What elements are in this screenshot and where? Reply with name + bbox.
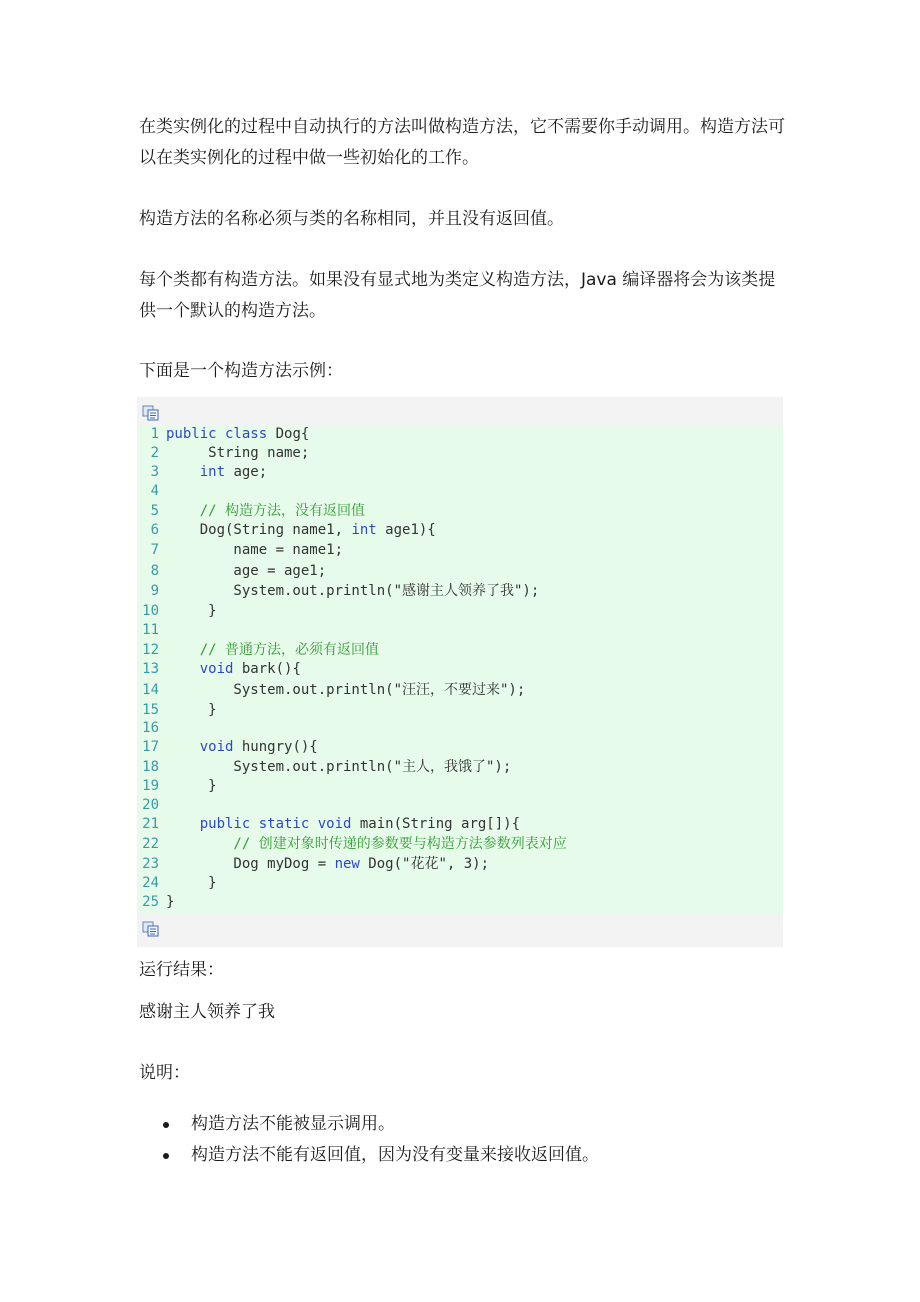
code-text [166, 893, 174, 912]
line-number: 22 [142, 836, 159, 852]
list-item [139, 1140, 789, 1171]
example-intro: 下面是一个构造方法示例： [139, 361, 343, 381]
code-keyword: public static void [199, 816, 352, 832]
code-line [137, 719, 783, 738]
line-number: 2 [150, 445, 159, 461]
code-token: } [166, 875, 217, 891]
note-text: 构造方法不能有返回值，因为没有变量来接收返回值。 [191, 1145, 599, 1165]
code-keyword: void [199, 661, 234, 677]
code-keyword: void [199, 739, 234, 755]
code-line [137, 562, 783, 581]
code-text [166, 562, 326, 581]
code-line [137, 582, 783, 601]
line-number: 10 [142, 603, 159, 619]
line-number: 8 [150, 563, 159, 579]
code-token: Dog myDog = [166, 856, 335, 872]
code-line [137, 738, 783, 757]
code-token: Dog{ [267, 426, 310, 442]
code-comment: // 构造方法，没有返回值 [166, 503, 366, 519]
naming-paragraph: 构造方法的名称必须与类的名称相同，并且没有返回值。 [139, 209, 564, 229]
notes-list [139, 1109, 789, 1171]
code-text [166, 701, 217, 720]
line-number: 6 [150, 522, 159, 538]
code-token: System.out.println("汪汪，不要过来"); [166, 682, 526, 698]
line-number: 5 [150, 503, 159, 519]
line-number: 11 [142, 622, 159, 638]
code-token: hungry(){ [233, 739, 318, 755]
code-line [137, 425, 783, 444]
code-text [166, 777, 217, 796]
code-comment: // 创建对象时传递的参数要与构造方法参数列表对应 [166, 836, 567, 852]
code-line [137, 602, 783, 621]
code-line [137, 641, 783, 660]
line-number: 25 [142, 894, 159, 910]
code-text [166, 582, 539, 601]
code-text [166, 425, 309, 444]
line-number: 14 [142, 682, 159, 698]
code-token: age1){ [376, 522, 436, 538]
line-number: 21 [142, 816, 159, 832]
copy-icon[interactable] [142, 921, 160, 937]
code-token: name = name1; [166, 542, 344, 558]
code-toolbar-bottom [137, 913, 783, 947]
bullet-icon [163, 1122, 169, 1128]
run-result-label: 运行结果： [139, 960, 224, 980]
code-text [166, 444, 309, 463]
line-number: 3 [150, 464, 159, 480]
code-text [166, 681, 525, 700]
line-number: 1 [150, 426, 159, 442]
code-token [166, 464, 200, 480]
code-line [137, 444, 783, 463]
line-number: 20 [142, 797, 159, 813]
code-text [166, 874, 217, 893]
code-text [166, 641, 379, 660]
code-line [137, 621, 783, 640]
code-text [166, 521, 436, 540]
code-keyword: int [199, 464, 226, 480]
code-token: } [166, 894, 175, 910]
code-keyword: int [351, 522, 377, 538]
intro-paragraph: 在类实例化的过程中自动执行的方法叫做构造方法，它不需要你手动调用。构造方法可以在类实例化的过程中做一些初始化的工作。 [139, 117, 785, 168]
code-comment: // 普通方法，必须有返回值 [166, 642, 380, 658]
code-line [137, 893, 783, 912]
code-line [137, 541, 783, 560]
code-text [166, 815, 520, 834]
code-token: Dog("花花", 3); [359, 856, 490, 872]
line-number: 13 [142, 661, 159, 677]
code-token: System.out.println("主人，我饿了"); [166, 759, 512, 775]
code-line [137, 796, 783, 815]
code-line [137, 463, 783, 482]
code-line [137, 874, 783, 893]
code-token [166, 661, 200, 677]
notes-label: 说明： [139, 1063, 190, 1083]
code-line [137, 855, 783, 874]
line-number: 15 [142, 702, 159, 718]
code-token: String name; [166, 445, 310, 461]
code-line [137, 758, 783, 777]
bullet-icon [163, 1153, 169, 1159]
code-token: bark(){ [233, 661, 301, 677]
line-number: 24 [142, 875, 159, 891]
code-line [137, 521, 783, 540]
line-number: 16 [142, 720, 159, 736]
run-result-output: 感谢主人领养了我 [139, 1002, 275, 1022]
code-line [137, 660, 783, 679]
code-text [166, 502, 365, 521]
code-line [137, 835, 783, 854]
line-number: 18 [142, 759, 159, 775]
code-line [137, 777, 783, 796]
code-text [166, 758, 511, 777]
code-token: } [166, 603, 217, 619]
code-line [137, 701, 783, 720]
code-line [137, 681, 783, 700]
line-number: 7 [150, 542, 159, 558]
code-token: main(String arg[]){ [351, 816, 521, 832]
code-line [137, 502, 783, 521]
copy-icon[interactable] [142, 405, 160, 421]
code-text [166, 541, 343, 560]
code-token [166, 739, 200, 755]
code-token: age; [225, 464, 268, 480]
line-number: 9 [150, 583, 159, 599]
code-block [137, 397, 783, 947]
code-keyword: public class [166, 426, 268, 442]
code-toolbar-top [137, 397, 783, 425]
line-number: 4 [150, 483, 159, 499]
code-text [166, 738, 318, 757]
code-keyword: new [334, 856, 360, 872]
code-token: age = age1; [166, 563, 327, 579]
code-token [166, 816, 200, 832]
code-text [166, 660, 301, 679]
code-text [166, 602, 217, 621]
default-constructor-paragraph: 每个类都有构造方法。如果没有显式地为类定义构造方法，Java 编译器将会为该类提供一个默认的构造方法。 [139, 270, 776, 321]
code-line [137, 815, 783, 834]
code-text [166, 835, 567, 854]
line-number: 23 [142, 856, 159, 872]
code-line [137, 482, 783, 501]
line-number: 17 [142, 739, 159, 755]
code-text [166, 855, 489, 874]
code-text [166, 463, 267, 482]
code-token: System.out.println("感谢主人领养了我"); [166, 583, 540, 599]
code-token: } [166, 778, 217, 794]
list-item [139, 1109, 789, 1140]
note-text: 构造方法不能被显示调用。 [191, 1114, 395, 1134]
line-number: 12 [142, 642, 159, 658]
code-token: } [166, 702, 217, 718]
line-number: 19 [142, 778, 159, 794]
code-token: Dog(String name1, [166, 522, 352, 538]
